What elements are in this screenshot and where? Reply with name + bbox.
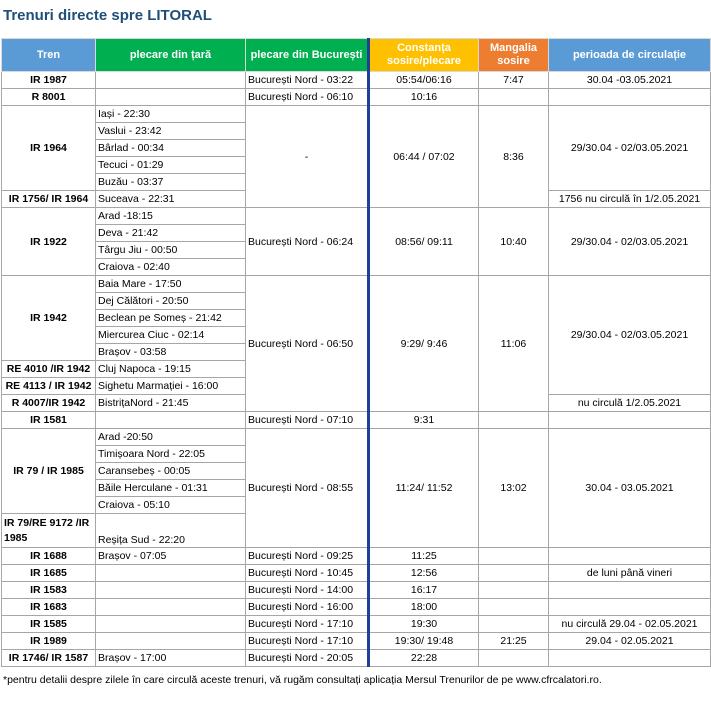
departure-country [96, 412, 246, 429]
departure-bucuresti: București Nord - 03:22 [246, 72, 369, 89]
train-number: IR 1683 [2, 599, 96, 616]
mangalia-time: 21:25 [479, 633, 549, 650]
constanta-time: 12:56 [369, 565, 479, 582]
table-row [2, 106, 711, 123]
departure-country [96, 582, 246, 599]
departure-country: Suceava - 22:31 [96, 191, 246, 208]
constanta-time: 9:29/ 9:46 [369, 276, 479, 412]
departure-country: Arad -18:15 [96, 208, 246, 225]
departure-country: Brașov - 17:00 [96, 650, 246, 667]
table-row [2, 582, 711, 599]
train-number: IR 1583 [2, 582, 96, 599]
header-plecare-tara: plecare din țară [96, 39, 246, 72]
page-title: Trenuri directe spre LITORAL [3, 7, 212, 24]
constanta-time: 06:44 / 07:02 [369, 106, 479, 208]
train-number: IR 1942 [2, 276, 96, 361]
circulation-period [549, 89, 711, 106]
constanta-time: 18:00 [369, 599, 479, 616]
departure-country: Reșița Sud - 22:20 [96, 514, 246, 548]
table-header-row [2, 39, 711, 72]
circulation-period: 30.04 - 03.05.2021 [549, 429, 711, 548]
train-number: IR 1756/ IR 1964 [2, 191, 96, 208]
circulation-period [549, 582, 711, 599]
mangalia-time [479, 616, 549, 633]
departure-country: Beclean pe Someș - 21:42 [96, 310, 246, 327]
departure-country: Timișoara Nord - 22:05 [96, 446, 246, 463]
departure-country: Arad -20:50 [96, 429, 246, 446]
departure-country: Buzău - 03:37 [96, 174, 246, 191]
departure-country [96, 599, 246, 616]
table-row [2, 616, 711, 633]
table-row [2, 650, 711, 667]
constanta-time: 19:30 [369, 616, 479, 633]
train-number: IR 1688 [2, 548, 96, 565]
mangalia-time [479, 412, 549, 429]
constanta-time: 19:30/ 19:48 [369, 633, 479, 650]
constanta-time: 11:25 [369, 548, 479, 565]
departure-country: Craiova - 05:10 [96, 497, 246, 514]
circulation-period: 29/30.04 - 02/03.05.2021 [549, 208, 711, 276]
constanta-time: 08:56/ 09:11 [369, 208, 479, 276]
circulation-period: nu circulă 1/2.05.2021 [549, 395, 711, 412]
departure-bucuresti: București Nord - 06:10 [246, 89, 369, 106]
departure-country: Băile Herculane - 01:31 [96, 480, 246, 497]
footnote: *pentru detalii despre zilele în care circulă aceste trenuri, vă rugăm consultați aplicația Mersul Trenurilor de pe www.cfrcalatori.ro. [3, 674, 602, 686]
train-number: IR 79 / IR 1985 [2, 429, 96, 514]
train-number: IR 1585 [2, 616, 96, 633]
constanta-time: 22:28 [369, 650, 479, 667]
table-row [2, 412, 711, 429]
departure-country: Târgu Jiu - 00:50 [96, 242, 246, 259]
circulation-period: 29/30.04 - 02/03.05.2021 [549, 106, 711, 191]
departure-country: Iași - 22:30 [96, 106, 246, 123]
train-number: IR 1581 [2, 412, 96, 429]
departure-country: Brașov - 03:58 [96, 344, 246, 361]
mangalia-time [479, 565, 549, 582]
departure-bucuresti: București Nord - 17:10 [246, 616, 369, 633]
departure-country [96, 633, 246, 650]
mangalia-time [479, 582, 549, 599]
departure-bucuresti: București Nord - 09:25 [246, 548, 369, 565]
departure-country: BistrițaNord - 21:45 [96, 395, 246, 412]
departure-country: Bârlad - 00:34 [96, 140, 246, 157]
departure-country [96, 616, 246, 633]
departure-country: Deva - 21:42 [96, 225, 246, 242]
table-row [2, 276, 711, 293]
circulation-period: 29/30.04 - 02/03.05.2021 [549, 276, 711, 395]
departure-bucuresti: București Nord - 10:45 [246, 565, 369, 582]
circulation-period: nu circulă 29.04 - 02.05.2021 [549, 616, 711, 633]
constanta-time: 11:24/ 11:52 [369, 429, 479, 548]
table-row [2, 72, 711, 89]
train-number: IR 1989 [2, 633, 96, 650]
departure-bucuresti: București Nord - 20:05 [246, 650, 369, 667]
circulation-period: 30.04 -03.05.2021 [549, 72, 711, 89]
departure-country: Dej Călători - 20:50 [96, 293, 246, 310]
mangalia-time [479, 89, 549, 106]
train-timetable [1, 38, 711, 667]
departure-bucuresti: București Nord - 16:00 [246, 599, 369, 616]
mangalia-time: 13:02 [479, 429, 549, 548]
train-number: R 4007/IR 1942 [2, 395, 96, 412]
departure-country: Craiova - 02:40 [96, 259, 246, 276]
circulation-period: 29.04 - 02.05.2021 [549, 633, 711, 650]
mangalia-time: 11:06 [479, 276, 549, 412]
departure-country: Caransebeș - 00:05 [96, 463, 246, 480]
table-row [2, 89, 711, 106]
mangalia-time [479, 650, 549, 667]
mangalia-time: 8:36 [479, 106, 549, 208]
departure-country: Sighetu Marmației - 16:00 [96, 378, 246, 395]
train-number: IR 1746/ IR 1587 [2, 650, 96, 667]
train-number: IR 1964 [2, 106, 96, 191]
train-number: RE 4010 /IR 1942 [2, 361, 96, 378]
header-constanta: Constanța sosire/plecare [369, 39, 479, 72]
departure-country [96, 72, 246, 89]
train-number: R 8001 [2, 89, 96, 106]
table-row [2, 633, 711, 650]
circulation-period: 1756 nu circulă în 1/2.05.2021 [549, 191, 711, 208]
departure-bucuresti: București Nord - 14:00 [246, 582, 369, 599]
departure-country: Vaslui - 23:42 [96, 123, 246, 140]
departure-bucuresti: București Nord - 06:24 [246, 208, 369, 276]
departure-country: Baia Mare - 17:50 [96, 276, 246, 293]
header-plecare-bucuresti: plecare din București [246, 39, 369, 72]
departure-bucuresti: București Nord - 17:10 [246, 633, 369, 650]
mangalia-time [479, 599, 549, 616]
departure-bucuresti: București Nord - 06:50 [246, 276, 369, 412]
departure-country: Miercurea Ciuc - 02:14 [96, 327, 246, 344]
departure-country: Brașov - 07:05 [96, 548, 246, 565]
departure-country: Tecuci - 01:29 [96, 157, 246, 174]
departure-bucuresti: - [246, 106, 369, 208]
table-row [2, 429, 711, 446]
header-perioada: perioada de circulație [549, 39, 711, 72]
departure-country [96, 565, 246, 582]
circulation-period: de luni până vineri [549, 565, 711, 582]
circulation-period [549, 599, 711, 616]
departure-bucuresti: București Nord - 07:10 [246, 412, 369, 429]
constanta-time: 10:16 [369, 89, 479, 106]
constanta-time: 9:31 [369, 412, 479, 429]
constanta-time: 16:17 [369, 582, 479, 599]
header-tren: Tren [2, 39, 96, 72]
circulation-period [549, 548, 711, 565]
table-row [2, 208, 711, 225]
constanta-time: 05:54/06:16 [369, 72, 479, 89]
departure-bucuresti: București Nord - 08:55 [246, 429, 369, 548]
circulation-period [549, 412, 711, 429]
table-row [2, 548, 711, 565]
mangalia-time [479, 548, 549, 565]
circulation-period [549, 650, 711, 667]
train-number: RE 4113 / IR 1942 [2, 378, 96, 395]
mangalia-time: 7:47 [479, 72, 549, 89]
mangalia-time: 10:40 [479, 208, 549, 276]
train-number: IR 1987 [2, 72, 96, 89]
train-number: IR 79/RE 9172 /IR 1985 [2, 514, 96, 548]
train-number: IR 1685 [2, 565, 96, 582]
train-number: IR 1922 [2, 208, 96, 276]
header-mangalia: Mangalia sosire [479, 39, 549, 72]
table-row [2, 599, 711, 616]
departure-country: Cluj Napoca - 19:15 [96, 361, 246, 378]
table-row [2, 565, 711, 582]
departure-country [96, 89, 246, 106]
